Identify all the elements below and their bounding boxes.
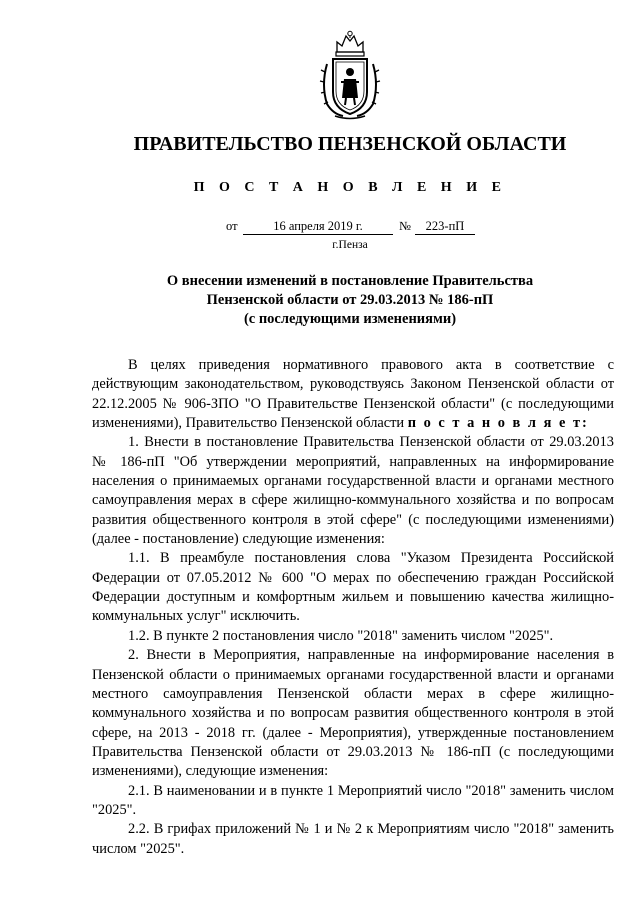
body-paragraph-1: 1. Внести в постановление Правительства Пензенской области от 29.03.2013 № 186-пП "Об утверждении мероприятий, направленных на информирование населения о принимаемых органами государственной власти и органами местного самоуправления мерах в сфере жилищно-коммунального хозяйства и по вопросам развития общественного контроля в этой сфере" (с последующими изменениями) (далее - постановление) следующие изменения: xyxy=(92,434,614,548)
subject-line-1: О внесении изменений в постановление Правительства xyxy=(166,273,534,289)
city: г.Пенза xyxy=(332,239,368,251)
body-paragraph-2-1: 2.1. В наименовании и в пункте 1 Мероприятий число "2018" заменить числом "2025". xyxy=(92,782,614,818)
date-number-line xyxy=(0,219,640,239)
document-number: 223-пП xyxy=(415,219,475,235)
document-date: 16 апреля 2019 г. xyxy=(243,219,393,235)
subject-line-3: (с последующими изменениями) xyxy=(243,311,457,327)
subject-line-2: Пензенской области от 29.03.2013 № 186-пП xyxy=(206,292,494,308)
body-paragraph-1-2: 1.2. В пункте 2 постановления число "2018" заменить числом "2025". xyxy=(128,627,554,644)
body-paragraph-2: 2. Внести в Мероприятия, направленные на информирование населения в Пензенской области о принимаемых органами государственной власти и органами местного самоуправления Пензенской области мерах в сфере жилищно-коммунального хозяйства и по вопросам развития общественного контроля в этой сфере, на 2013 - 2018 гг. (далее - Мероприятия), утвержденные постановлением Правительства Пензенской области от 29.03.2013 № 186-пП (с последующими изменениями), следующие изменения: xyxy=(92,647,614,780)
number-prefix: № xyxy=(399,219,411,233)
body-paragraph-preamble xyxy=(92,356,614,433)
document-type: П О С Т А Н О В Л Е Н И Е xyxy=(193,180,507,195)
document-subject xyxy=(100,272,600,329)
resolves-keyword: п о с т а н о в л я е т: xyxy=(407,415,589,432)
preamble-text: В целях приведения нормативного правового акта в соответствие с действующим законодательством, руководствуясь Законом Пензенской области от 22.12.2005 № 906-ЗПО "О Правительстве Пензенской области" (с последующими изменениями), Правительство Пензенской области xyxy=(92,357,614,432)
document-body xyxy=(92,356,614,859)
coat-of-arms-icon xyxy=(319,30,381,122)
body-paragraph-2-2: 2.2. В грифах приложений № 1 и № 2 к Мероприятиям число "2018" заменить числом "2025". xyxy=(92,821,614,857)
organization-title: ПРАВИТЕЛЬСТВО ПЕНЗЕНСКОЙ ОБЛАСТИ xyxy=(133,133,567,155)
date-prefix: от xyxy=(226,219,238,233)
body-paragraph-1-1: 1.1. В преамбуле постановления слова "Указом Президента Российской Федерации от 07.05.2012 № 600 "О мерах по обеспечению граждан Российской Федерации доступным и комфортным жильем и повышению качества жилищно-коммунальных услуг" исключить. xyxy=(92,550,614,625)
